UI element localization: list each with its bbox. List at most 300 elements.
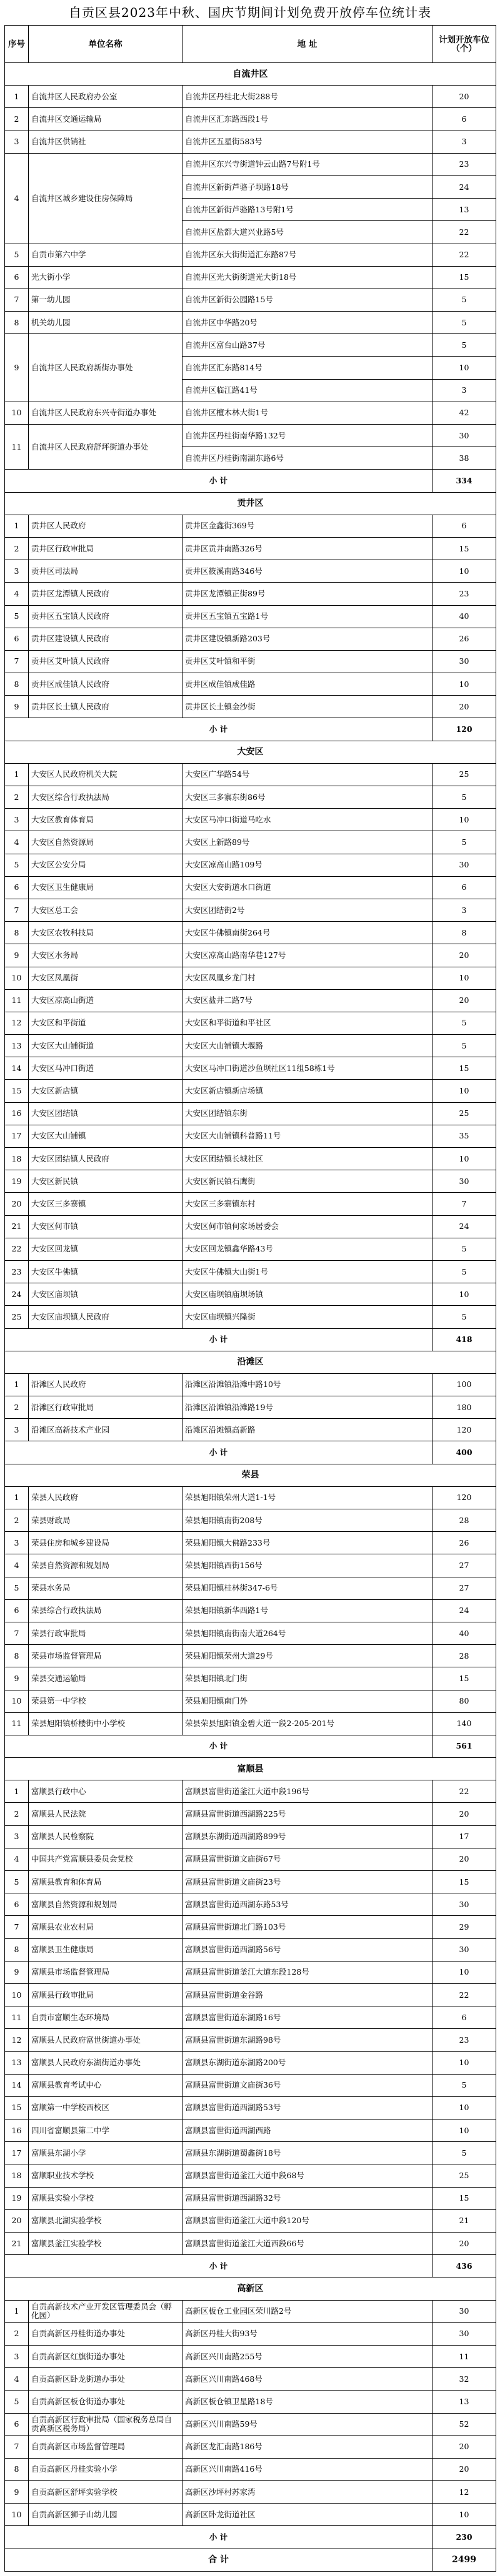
table-row	[5, 763, 496, 786]
parking-count: 20	[432, 86, 496, 108]
unit-name: 第一幼儿园	[29, 289, 182, 311]
subtotal-value: 418	[432, 1328, 496, 1351]
parking-count: 7	[432, 1193, 496, 1215]
address: 自流井区中华路20号	[182, 312, 432, 334]
subtotal-row	[5, 470, 496, 492]
table-row	[5, 1012, 496, 1034]
parking-count: 10	[432, 1148, 496, 1170]
address: 大安区牛佛镇大山街1号	[182, 1260, 432, 1283]
address: 大安区团结街2号	[182, 899, 432, 921]
parking-count: 20	[432, 1848, 496, 1870]
table-row	[5, 967, 496, 989]
row-number: 1	[5, 2300, 29, 2322]
address: 大安区庙坝镇庙坝场镇	[182, 1283, 432, 1306]
parking-count: 3	[432, 131, 496, 153]
address: 贡井区长土镇金沙街	[182, 696, 432, 718]
address: 富顺县富世街道釜江大道西段66号	[182, 2233, 432, 2255]
unit-name: 大安区人民政府机关大院	[29, 763, 182, 786]
address: 高新区兴川南路59号	[182, 2413, 432, 2435]
address: 富顺县富世街道西湖路32号	[182, 2187, 432, 2209]
address: 贡井区建设镇新路203号	[182, 628, 432, 650]
address: 荣县旭阳镇荣州大道1-1号	[182, 1486, 432, 1509]
address: 大安区团结镇长城社区	[182, 1148, 432, 1170]
table-row	[5, 2120, 496, 2142]
unit-name: 大安区自然资源局	[29, 831, 182, 854]
address: 大安区牛佛镇南街264号	[182, 922, 432, 944]
unit-name: 贡井区龙潭镇人民政府	[29, 583, 182, 605]
total-value: 2499	[432, 2549, 496, 2571]
unit-name: 荣县市场监督管理局	[29, 1645, 182, 1667]
table-row	[5, 2233, 496, 2255]
header-unit: 单位名称	[29, 26, 182, 63]
table-row	[5, 1396, 496, 1419]
unit-name: 荣县人民政府	[29, 1486, 182, 1509]
row-number: 5	[5, 1577, 29, 1599]
row-number: 10	[5, 2504, 29, 2526]
unit-name: 自贡高新区行政审批局（国家税务总局自贡高新区税务局）	[29, 2413, 182, 2435]
unit-name: 大安区水务局	[29, 944, 182, 967]
address: 高新区沙坪村苏家湾	[182, 2481, 432, 2504]
unit-name: 大安区综合行政执法局	[29, 786, 182, 809]
table-row	[5, 876, 496, 899]
unit-name: 自贡高新区丹桂街道办事处	[29, 2322, 182, 2345]
address: 沿滩区沿滩镇沿滩路19号	[182, 1396, 432, 1419]
table-row	[5, 425, 496, 447]
subtotal-label: 小 计	[5, 2526, 432, 2549]
address: 富顺县富世街道东湖路98号	[182, 2029, 432, 2051]
section-name: 高新区	[5, 2277, 496, 2300]
table-row	[5, 266, 496, 289]
row-number: 11	[5, 989, 29, 1012]
table-header-row	[5, 26, 496, 63]
row-number: 11	[5, 1712, 29, 1735]
address: 大安区凉高山路南华巷127号	[182, 944, 432, 967]
header-address: 地 址	[182, 26, 432, 63]
row-number: 18	[5, 1148, 29, 1170]
unit-name: 富顺县北湖实验学校	[29, 2209, 182, 2232]
address: 大安区凉高山路109号	[182, 854, 432, 876]
parking-count: 15	[432, 1871, 496, 1893]
parking-count: 15	[432, 266, 496, 289]
unit-name: 贡井区五宝镇人民政府	[29, 605, 182, 628]
row-number: 6	[5, 628, 29, 650]
address: 大安区三多寨镇东村	[182, 1193, 432, 1215]
unit-name: 沿滩区高新技术产业园	[29, 1419, 182, 1441]
table-row	[5, 809, 496, 831]
parking-count: 5	[432, 289, 496, 311]
table-row	[5, 2029, 496, 2051]
row-number: 9	[5, 944, 29, 967]
table-row	[5, 153, 496, 175]
unit-name: 自贡高新区红旗街道办事处	[29, 2345, 182, 2367]
parking-count: 13	[432, 2391, 496, 2413]
row-number: 9	[5, 1667, 29, 1690]
subtotal-row	[5, 2526, 496, 2549]
address: 富顺县东湖街道西湖路899号	[182, 1825, 432, 1848]
parking-count: 35	[432, 1125, 496, 1147]
unit-name: 荣县行政审批局	[29, 1622, 182, 1644]
unit-name: 自贡高新区板仓街道办事处	[29, 2391, 182, 2413]
row-number: 3	[5, 2345, 29, 2367]
table-row	[5, 1554, 496, 1577]
address: 荣县旭阳镇南街208号	[182, 1509, 432, 1532]
address: 贡井区成佳镇成佳路	[182, 673, 432, 696]
row-number: 11	[5, 2006, 29, 2029]
address: 大安区大山铺镇大堰路	[182, 1035, 432, 1057]
address: 富顺县东湖街道蜀鑫街18号	[182, 2142, 432, 2164]
total-label: 合 计	[5, 2549, 432, 2571]
row-number: 3	[5, 131, 29, 153]
unit-name: 荣县旭阳镇桥楼街中小学校	[29, 1712, 182, 1735]
parking-count: 30	[432, 425, 496, 447]
parking-count: 12	[432, 2481, 496, 2504]
parking-count: 30	[432, 650, 496, 673]
section-header-row	[5, 492, 496, 515]
address: 富顺县东湖街道东湖路200号	[182, 2051, 432, 2074]
parking-count: 30	[432, 1893, 496, 1916]
subtotal-label: 小 计	[5, 470, 432, 492]
table-row	[5, 1871, 496, 1893]
address: 贡井区艾叶镇和平街	[182, 650, 432, 673]
parking-count: 10	[432, 967, 496, 989]
table-row	[5, 1057, 496, 1080]
address: 自流井区汇东路814号	[182, 357, 432, 379]
row-number: 8	[5, 922, 29, 944]
table-row	[5, 1170, 496, 1193]
table-row	[5, 1893, 496, 1916]
unit-name: 荣县第一中学校	[29, 1690, 182, 1712]
table-row	[5, 2413, 496, 2435]
unit-name: 自贡高新区卧龙街道办事处	[29, 2368, 182, 2391]
table-row	[5, 1848, 496, 1870]
address: 富顺县富世街道北门路103号	[182, 1916, 432, 1938]
row-number: 25	[5, 1306, 29, 1328]
table-row	[5, 1916, 496, 1938]
unit-name: 大安区庙坝镇	[29, 1283, 182, 1306]
row-number: 2	[5, 537, 29, 560]
parking-count: 10	[432, 809, 496, 831]
parking-table	[4, 25, 496, 2572]
section-name: 富顺县	[5, 1758, 496, 1780]
section-name: 荣县	[5, 1464, 496, 1486]
unit-name: 大安区马冲口街道	[29, 1057, 182, 1080]
unit-name: 贡井区长土镇人民政府	[29, 696, 182, 718]
row-number: 19	[5, 1170, 29, 1193]
row-number: 2	[5, 1803, 29, 1825]
subtotal-label: 小 计	[5, 1328, 432, 1351]
table-row	[5, 1780, 496, 1803]
row-number: 10	[5, 1690, 29, 1712]
unit-name: 富顺县人民法院	[29, 1803, 182, 1825]
row-number: 2	[5, 2322, 29, 2345]
address: 富顺县富世街道西湖西路	[182, 2120, 432, 2142]
address: 大安区大山铺镇科普路11号	[182, 1125, 432, 1147]
table-row	[5, 1599, 496, 1622]
row-number: 21	[5, 2233, 29, 2255]
address: 贡井区金鑫街369号	[182, 515, 432, 537]
parking-count: 26	[432, 1532, 496, 1554]
row-number: 4	[5, 831, 29, 854]
address: 大安区新店镇新店场镇	[182, 1080, 432, 1102]
row-number: 18	[5, 2164, 29, 2187]
parking-count: 8	[432, 922, 496, 944]
table-row	[5, 2164, 496, 2187]
unit-name: 贡井区行政审批局	[29, 537, 182, 560]
address: 富顺县富世街道文庙街36号	[182, 2074, 432, 2096]
address: 富顺县富世街道釜江大道中段68号	[182, 2164, 432, 2187]
parking-count: 10	[432, 673, 496, 696]
unit-name: 机关幼儿园	[29, 312, 182, 334]
table-row	[5, 1577, 496, 1599]
table-row	[5, 1193, 496, 1215]
row-number: 8	[5, 312, 29, 334]
parking-count: 3	[432, 379, 496, 402]
address: 大安区上新路89号	[182, 831, 432, 854]
address: 大安区盐井二路7号	[182, 989, 432, 1012]
parking-count: 15	[432, 1667, 496, 1690]
unit-name: 荣县财政局	[29, 1509, 182, 1532]
parking-count: 3	[432, 899, 496, 921]
address: 自流井区东兴寺街道钟云山路7号附1号	[182, 153, 432, 175]
row-number: 9	[5, 2481, 29, 2504]
address: 高新区兴川南路255号	[182, 2345, 432, 2367]
table-row	[5, 1080, 496, 1102]
address: 高新区板仓镇卫星路18号	[182, 2391, 432, 2413]
table-row	[5, 696, 496, 718]
unit-name: 富顺第一中学校西校区	[29, 2096, 182, 2119]
row-number: 24	[5, 1283, 29, 1306]
address: 高新区兴川南路416号	[182, 2458, 432, 2480]
parking-count: 10	[432, 1080, 496, 1102]
unit-name: 自贡高新区舒坪实验学校	[29, 2481, 182, 2504]
parking-count: 23	[432, 153, 496, 175]
parking-count: 22	[432, 244, 496, 266]
row-number: 9	[5, 696, 29, 718]
parking-count: 28	[432, 1509, 496, 1532]
parking-count: 40	[432, 1622, 496, 1644]
subtotal-value: 400	[432, 1441, 496, 1464]
parking-count: 30	[432, 854, 496, 876]
table-row	[5, 1712, 496, 1735]
table-row	[5, 854, 496, 876]
unit-name: 富顺县自然资源和规划局	[29, 1893, 182, 1916]
unit-name: 自流井区交通运输局	[29, 108, 182, 131]
parking-count: 120	[432, 1486, 496, 1509]
parking-count: 5	[432, 1035, 496, 1057]
table-row	[5, 673, 496, 696]
row-number: 4	[5, 583, 29, 605]
address: 富顺县富世街道西湖路53号	[182, 2096, 432, 2119]
row-number: 1	[5, 763, 29, 786]
table-row	[5, 831, 496, 854]
table-row	[5, 989, 496, 1012]
row-number: 6	[5, 2413, 29, 2435]
section-header-row	[5, 2277, 496, 2300]
unit-name: 富顺县人民政府富世街道办事处	[29, 2029, 182, 2051]
table-row	[5, 2345, 496, 2367]
parking-count: 24	[432, 1599, 496, 1622]
total-row	[5, 2549, 496, 2571]
address: 大安区和平街道和平社区	[182, 1012, 432, 1034]
unit-name: 荣县自然资源和规划局	[29, 1554, 182, 1577]
table-row	[5, 1509, 496, 1532]
subtotal-value: 230	[432, 2526, 496, 2549]
subtotal-row	[5, 1441, 496, 1464]
table-row	[5, 1961, 496, 1983]
row-number: 16	[5, 2120, 29, 2142]
address: 高新区板仓工业园区荣川路2号	[182, 2300, 432, 2322]
parking-count: 10	[432, 560, 496, 583]
parking-count: 10	[432, 2051, 496, 2074]
unit-name: 富顺县市场监督管理局	[29, 1961, 182, 1983]
table-row	[5, 2300, 496, 2322]
row-number: 7	[5, 650, 29, 673]
address: 沿滩区沿滩镇沿滩中路10号	[182, 1373, 432, 1396]
parking-count: 5	[432, 2142, 496, 2164]
table-row	[5, 2051, 496, 2074]
unit-name: 自贡高新区狮子山幼儿园	[29, 2504, 182, 2526]
parking-count: 80	[432, 1690, 496, 1712]
parking-count: 20	[432, 696, 496, 718]
table-row	[5, 1983, 496, 2006]
address: 荣县旭阳镇桂林街347-6号	[182, 1577, 432, 1599]
parking-count: 22	[432, 1983, 496, 2006]
table-row	[5, 1373, 496, 1396]
address: 大安区马冲口街道马吃水	[182, 809, 432, 831]
table-row	[5, 786, 496, 809]
parking-count: 30	[432, 2300, 496, 2322]
row-number: 14	[5, 1057, 29, 1080]
table-row	[5, 2458, 496, 2480]
row-number: 6	[5, 266, 29, 289]
parking-count: 22	[432, 221, 496, 244]
address: 荣县旭阳镇荣州大道29号	[182, 1645, 432, 1667]
subtotal-label: 小 计	[5, 1735, 432, 1757]
parking-count: 21	[432, 2209, 496, 2232]
row-number: 6	[5, 1893, 29, 1916]
unit-name: 大安区大山铺镇	[29, 1125, 182, 1147]
parking-count: 5	[432, 786, 496, 809]
unit-name: 大安区和平街道	[29, 1012, 182, 1034]
section-header-row	[5, 1464, 496, 1486]
unit-name: 自流井区供销社	[29, 131, 182, 153]
row-number: 3	[5, 1419, 29, 1441]
address: 高新区龙汇南路186号	[182, 2435, 432, 2458]
section-header-row	[5, 1758, 496, 1780]
address: 贡井区筱溪南路346号	[182, 560, 432, 583]
table-row	[5, 605, 496, 628]
row-number: 7	[5, 1622, 29, 1644]
address: 富顺县富世街道西湖东路53号	[182, 1893, 432, 1916]
row-number: 4	[5, 153, 29, 244]
parking-count: 100	[432, 1373, 496, 1396]
unit-name: 沿滩区行政审批局	[29, 1396, 182, 1419]
address: 自流井区汇东路西段1号	[182, 108, 432, 131]
table-row	[5, 922, 496, 944]
row-number: 8	[5, 2458, 29, 2480]
address: 富顺县富世街道金谷路	[182, 1983, 432, 2006]
parking-count: 5	[432, 1012, 496, 1034]
parking-count: 38	[432, 447, 496, 470]
row-number: 14	[5, 2074, 29, 2096]
address: 自流井区丹桂北大街288号	[182, 86, 432, 108]
parking-count: 20	[432, 1803, 496, 1825]
address: 富顺县富世街道釜江大道东段128号	[182, 1961, 432, 1983]
unit-name: 自贡高新区市场监督管理局	[29, 2435, 182, 2458]
parking-count: 5	[432, 2074, 496, 2096]
address: 大安区大安街道水口街道	[182, 876, 432, 899]
table-row	[5, 1622, 496, 1644]
parking-count: 15	[432, 1057, 496, 1080]
parking-count: 10	[432, 357, 496, 379]
parking-count: 20	[432, 2233, 496, 2255]
unit-name: 自流井区人民政府办公室	[29, 86, 182, 108]
row-number: 17	[5, 1125, 29, 1147]
unit-name: 四川省富顺县第二中学	[29, 2120, 182, 2142]
parking-count: 23	[432, 2029, 496, 2051]
unit-name: 自流井区人民政府东兴寺街道办事处	[29, 402, 182, 424]
parking-count: 5	[432, 334, 496, 357]
row-number: 15	[5, 2096, 29, 2119]
unit-name: 自流井区人民政府新街办事处	[29, 334, 182, 402]
address: 大安区何市镇何家场居委会	[182, 1215, 432, 1238]
parking-count: 140	[432, 1712, 496, 1735]
address: 沿滩区沿滩镇高新路	[182, 1419, 432, 1441]
unit-name: 贡井区艾叶镇人民政府	[29, 650, 182, 673]
table-row	[5, 334, 496, 357]
parking-count: 20	[432, 989, 496, 1012]
parking-count: 24	[432, 175, 496, 198]
header-no: 序号	[5, 26, 29, 63]
row-number: 8	[5, 1938, 29, 1961]
table-row	[5, 1938, 496, 1961]
address: 自流井区光大街街道光大街18号	[182, 266, 432, 289]
parking-count: 20	[432, 2435, 496, 2458]
parking-count: 10	[432, 2096, 496, 2119]
address: 大安区广华路54号	[182, 763, 432, 786]
section-name: 沿滩区	[5, 1351, 496, 1373]
row-number: 3	[5, 809, 29, 831]
parking-count: 25	[432, 2164, 496, 2187]
parking-count: 25	[432, 763, 496, 786]
row-number: 4	[5, 1848, 29, 1870]
parking-count: 30	[432, 1170, 496, 1193]
unit-name: 富顺县人民政府东湖街道办事处	[29, 2051, 182, 2074]
table-row	[5, 1667, 496, 1690]
table-row	[5, 244, 496, 266]
table-row	[5, 1283, 496, 1306]
table-row	[5, 86, 496, 108]
unit-name: 大安区团结镇	[29, 1102, 182, 1125]
table-row	[5, 1215, 496, 1238]
table-row	[5, 2209, 496, 2232]
address: 自流井区东大街街道汇东路87号	[182, 244, 432, 266]
row-number: 17	[5, 2142, 29, 2164]
parking-count: 6	[432, 2006, 496, 2029]
table-row	[5, 1803, 496, 1825]
row-number: 10	[5, 1983, 29, 2006]
table-row	[5, 1035, 496, 1057]
parking-count: 15	[432, 2187, 496, 2209]
address: 自流井区富台山路37号	[182, 334, 432, 357]
row-number: 5	[5, 244, 29, 266]
unit-name: 富顺县卫生健康局	[29, 1938, 182, 1961]
parking-count: 10	[432, 2504, 496, 2526]
parking-count: 20	[432, 2458, 496, 2480]
parking-count: 27	[432, 1577, 496, 1599]
subtotal-value: 334	[432, 470, 496, 492]
unit-name: 大安区团结镇人民政府	[29, 1148, 182, 1170]
